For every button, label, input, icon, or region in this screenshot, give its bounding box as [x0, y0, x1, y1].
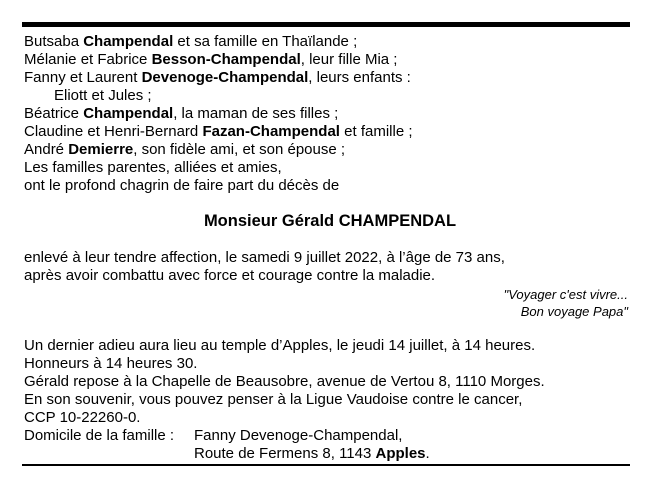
family-line-2: [24, 51, 397, 69]
quote-line-1: "Voyager c'est vivre...: [503, 287, 628, 302]
info-line-3: Gérald repose à la Chapelle de Beausobre, avenue de Vertou 8, 1110 Morges.: [24, 373, 545, 390]
family-line-8: [24, 159, 282, 177]
text: Béatrice: [24, 105, 84, 122]
family-line-5: [24, 105, 338, 123]
text: .: [425, 445, 430, 462]
text: , son fidèle ami, et son épouse ;: [133, 141, 346, 158]
family-line-1: [24, 33, 357, 51]
text: Claudine et Henri-Bernard: [24, 123, 203, 140]
surname: Besson-Champendal: [151, 51, 301, 68]
surname: Devenoge-Champendal: [141, 69, 309, 86]
top-border-rule: [22, 22, 630, 27]
text: et famille ;: [339, 123, 413, 140]
text: , leurs enfants :: [308, 69, 411, 86]
domicile-name: Fanny Devenoge-Champendal,: [194, 427, 403, 444]
text: , leur fille Mia ;: [300, 51, 398, 68]
surname: Champendal: [83, 33, 174, 50]
deceased-name: Monsieur Gérald CHAMPENDAL: [203, 212, 457, 230]
text: et sa famille en Thaïlande ;: [173, 33, 358, 50]
text: ont le profond chagrin de faire part du décès de: [24, 177, 340, 194]
surname: Champendal: [83, 105, 174, 122]
text: Mélanie et Fabrice: [24, 51, 152, 68]
text: Les familles parentes, alliées et amies,: [24, 159, 282, 176]
surname: Demierre: [68, 141, 134, 158]
bottom-border-rule: [22, 464, 630, 466]
domicile-label: Domicile de la famille :: [24, 427, 175, 444]
body-line-2: après avoir combattu avec force et courage contre la maladie.: [24, 267, 436, 284]
text: , la maman de ses filles ;: [173, 105, 339, 122]
text: André: [24, 141, 69, 158]
family-line-9: [24, 177, 339, 195]
family-line-3: [24, 69, 411, 87]
surname: Fazan-Champendal: [202, 123, 340, 140]
body-line-1: enlevé à leur tendre affection, le samedi 9 juillet 2022, à l’âge de 73 ans,: [24, 249, 505, 266]
info-line-1: Un dernier adieu aura lieu au temple d’Apples, le jeudi 14 juillet, à 14 heures.: [24, 337, 536, 354]
text: Route de Fermens 8, 1143: [194, 445, 376, 462]
family-line-4: [54, 87, 152, 105]
text: Butsaba: [24, 33, 84, 50]
domicile-address: [194, 445, 430, 463]
town: Apples: [375, 445, 426, 462]
info-line-5: CCP 10-22260-0.: [24, 409, 141, 426]
quote-line-2: Bon voyage Papa": [520, 304, 628, 319]
text: Fanny et Laurent: [24, 69, 142, 86]
info-line-4: En son souvenir, vous pouvez penser à la Ligue Vaudoise contre le cancer,: [24, 391, 523, 408]
family-line-7: [24, 141, 345, 159]
family-line-6: [24, 123, 413, 141]
info-line-2: Honneurs à 14 heures 30.: [24, 355, 198, 372]
text: Eliott et Jules ;: [54, 87, 152, 104]
